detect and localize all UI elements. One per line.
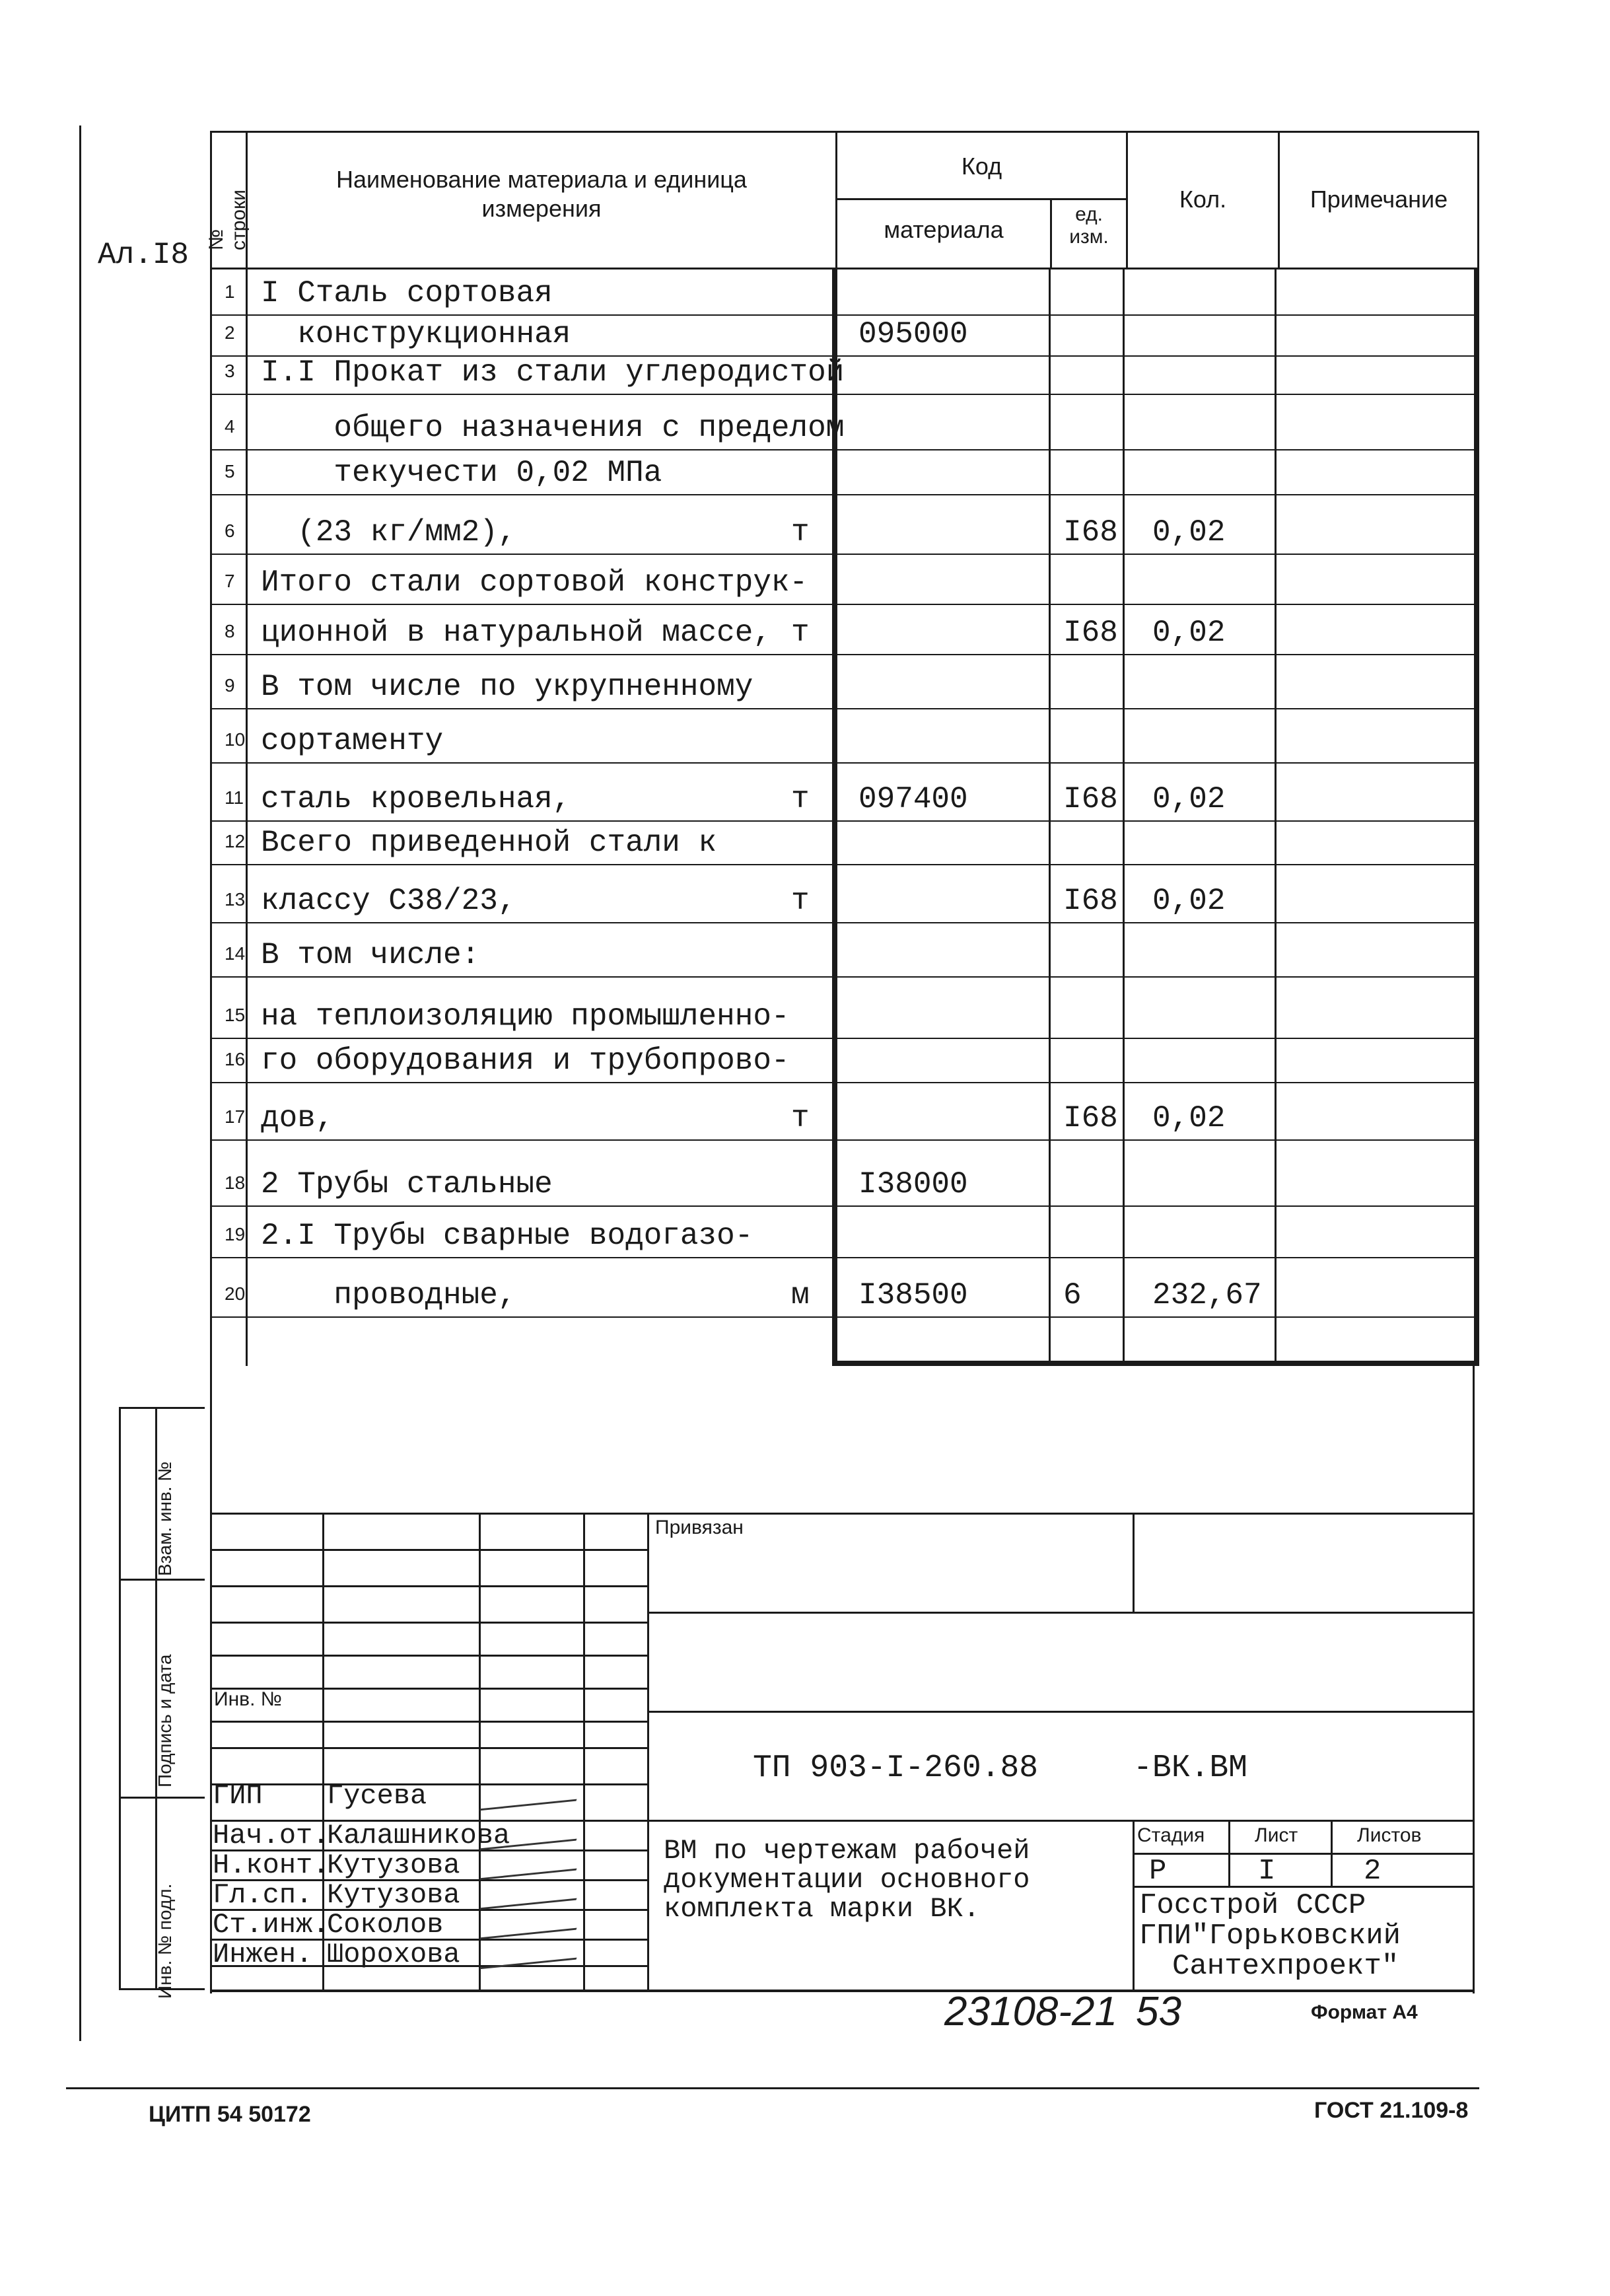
row-unit-mark: т: [791, 616, 810, 650]
row-number: 19: [225, 1224, 246, 1244]
row-number: 8: [225, 621, 235, 641]
row-unit-mark: т: [791, 515, 810, 550]
row-number: 13: [225, 889, 246, 910]
row-name: 2.I Трубы сварные водогазо-: [261, 1219, 753, 1253]
signature-scribble: [479, 1850, 583, 1880]
row-name: I Сталь сортовая: [261, 276, 553, 310]
row-qty: 0,02: [1152, 782, 1226, 816]
row-name: сортаменту: [261, 724, 444, 758]
row-number: 9: [225, 675, 235, 696]
sheets-label: Листов: [1357, 1824, 1422, 1846]
row-qty: 0,02: [1152, 616, 1226, 650]
row-number: 1: [225, 281, 235, 302]
row-number: 20: [225, 1283, 246, 1304]
header-code: Код: [961, 153, 1002, 180]
row-name: проводные,: [261, 1278, 516, 1312]
person-name: Кутузова: [327, 1849, 460, 1881]
row-name: Итого стали сортовой конструк-: [261, 565, 808, 600]
stage-label: Стадия: [1137, 1824, 1205, 1846]
row-code: I38000: [858, 1167, 968, 1202]
role-label: ГИП: [213, 1780, 263, 1812]
row-qty: 232,67: [1152, 1278, 1262, 1312]
sheets-value: 2: [1364, 1855, 1382, 1888]
row-number: 5: [225, 461, 235, 482]
row-name: В том числе по укрупненному: [261, 670, 753, 704]
archive-page: 53: [1136, 1989, 1181, 2034]
row-number: 3: [225, 361, 235, 381]
row-unit-mark: м: [791, 1278, 810, 1312]
row-number: 10: [225, 729, 246, 750]
row-ed: I68: [1063, 515, 1118, 550]
org-line-1: Госстрой СССР: [1139, 1889, 1366, 1922]
row-name: ционной в натуральной массе,: [261, 616, 771, 650]
row-name: текучести 0,02 МПа: [261, 456, 662, 490]
person-name: Шорохова: [327, 1939, 460, 1970]
row-ed: 6: [1063, 1278, 1082, 1312]
header-rownum: № строки: [205, 190, 250, 250]
organization: [1139, 1890, 1401, 1982]
person-name: Кутузова: [327, 1879, 460, 1911]
signature-scribble: [479, 1910, 583, 1939]
document-title: [664, 1836, 1030, 1923]
row-number: 2: [225, 322, 235, 343]
side-label-podpis: Подпись и дата: [155, 1654, 175, 1787]
signature-scribble: [479, 1880, 583, 1910]
header-unit: ед. изм.: [1069, 203, 1109, 248]
row-ed: I68: [1063, 1101, 1118, 1135]
document-code: ТП 903-I-260.88 -ВК.ВМ: [753, 1750, 1247, 1786]
sheet-reference: Ал.I8: [98, 238, 190, 272]
row-code: 097400: [858, 782, 968, 816]
title-line-1: ВМ по чертежам рабочей: [664, 1835, 1030, 1867]
row-number: 16: [225, 1049, 246, 1069]
sheet-value: I: [1258, 1855, 1276, 1888]
row-unit-mark: т: [791, 884, 810, 918]
person-name: Калашникова: [327, 1820, 510, 1851]
row-name: конструкционная: [261, 317, 571, 351]
row-name: дов,: [261, 1101, 334, 1135]
row-unit-mark: т: [791, 782, 810, 816]
row-unit-mark: т: [791, 1101, 810, 1135]
row-name: на теплоизоляцию промышленно-: [261, 999, 790, 1034]
title-line-3: комплекта марки ВК.: [664, 1893, 980, 1925]
side-label-vzam: Взам. инв. №: [155, 1461, 175, 1576]
row-name: В том числе:: [261, 938, 480, 972]
row-name: го оборудования и трубопрово-: [261, 1044, 790, 1078]
privyazan-label: Привязан: [655, 1517, 744, 1538]
row-number: 4: [225, 416, 235, 437]
side-label-inv: Инв. № подл.: [155, 1883, 175, 1999]
row-name: Всего приведенной стали к: [261, 826, 717, 860]
format-label: Формат А4: [1311, 2001, 1418, 2023]
row-name: сталь кровельная,: [261, 782, 571, 816]
inv-no-label: Инв. №: [214, 1688, 282, 1710]
header-note: Примечание: [1310, 186, 1448, 213]
row-name: классу С38/23,: [261, 884, 516, 918]
person-name: Гусева: [327, 1780, 427, 1812]
row-ed: I68: [1063, 782, 1118, 816]
stage-value: Р: [1149, 1855, 1167, 1888]
sheet-label: Лист: [1255, 1824, 1298, 1846]
row-number: 11: [225, 787, 244, 808]
role-label: Ст.инж.: [213, 1909, 330, 1941]
header-qty: Кол.: [1179, 186, 1227, 213]
row-qty: 0,02: [1152, 1101, 1226, 1135]
footer-left: ЦИТП 54 50172: [149, 2102, 311, 2127]
row-number: 7: [225, 571, 235, 591]
title-line-2: документации основного: [664, 1864, 1030, 1896]
row-name: (23 кг/мм2),: [261, 515, 516, 550]
row-number: 6: [225, 520, 235, 541]
archive-number: 23108-21: [944, 1989, 1118, 2034]
footer-right: ГОСТ 21.109-8: [1314, 2098, 1469, 2123]
header-material: материала: [884, 216, 1004, 243]
header-name: Наименование материала и единица измерения: [336, 166, 747, 222]
row-name: I.I Прокат из стали углеродистой: [261, 355, 845, 390]
row-qty: 0,02: [1152, 884, 1226, 918]
role-label: Инжен.: [213, 1939, 313, 1970]
row-ed: I68: [1063, 884, 1118, 918]
row-ed: I68: [1063, 616, 1118, 650]
role-label: Н.конт.: [213, 1849, 330, 1881]
row-number: 12: [225, 831, 246, 851]
org-line-2: ГПИ"Горьковский: [1139, 1919, 1401, 1953]
role-label: Нач.от.: [213, 1820, 330, 1851]
row-code: I38500: [858, 1278, 968, 1312]
org-line-3: Сантехпроект": [1172, 1950, 1399, 1983]
row-name: 2 Трубы стальные: [261, 1167, 553, 1202]
row-name: общего назначения с пределом: [261, 411, 845, 445]
row-number: 18: [225, 1172, 246, 1193]
row-qty: 0,02: [1152, 515, 1226, 550]
row-number: 15: [225, 1005, 246, 1025]
person-name: Соколов: [327, 1909, 444, 1941]
row-number: 17: [225, 1106, 246, 1127]
role-label: Гл.сп.: [213, 1879, 313, 1911]
row-number: 14: [225, 943, 246, 964]
row-code: 095000: [858, 317, 968, 351]
